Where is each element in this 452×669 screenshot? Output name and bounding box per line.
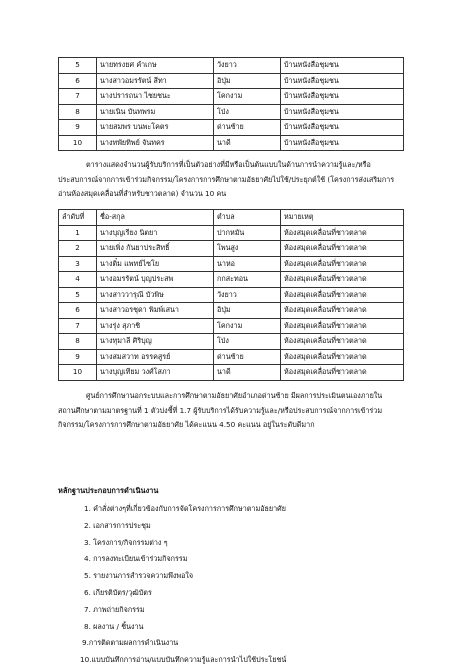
- cell-no: 6: [59, 303, 97, 319]
- cell-district: โป่ง: [214, 334, 281, 350]
- cell-no: 2: [59, 241, 97, 257]
- cell-note: ห้องสมุดเคลื่อนที่ชาวตลาด: [281, 272, 404, 288]
- cell-note: ห้องสมุดเคลื่อนที่ชาวตลาด: [281, 303, 404, 319]
- cell-district: วังยาว: [214, 287, 281, 303]
- cell-note: ห้องสมุดเคลื่อนที่ชาวตลาด: [281, 256, 404, 272]
- cell-note: บ้านหนังสือชุมชน: [281, 89, 404, 105]
- cell-name: นายเนิน บันทพรม: [97, 104, 214, 120]
- table-row: [59, 287, 404, 303]
- evidence-item: 10.แบบบันทึกการอ่าน/แบบบันทึกความรู้และการนำไปใช้ประโยชน์: [80, 655, 287, 665]
- header-name: ชื่อ-สกุล: [97, 210, 214, 226]
- paragraph-line: สถานศึกษาตามมาตรฐานที่ 1 ตัวบ่งชี้ที่ 1.7 ผู้รับบริการได้รับความรู้และ/หรือประสบการณ์จากการเข้าร่วม: [58, 405, 383, 415]
- paragraph-line: อ่านห้องสมุดเคลื่อนที่สำหรับชาวตลาด) จำนวน 10 คน: [58, 189, 227, 198]
- table-row: [59, 104, 404, 120]
- evidence-item: 3. โครงการ/กิจกรรมต่าง ๆ: [84, 537, 168, 547]
- cell-district: โคกงาม: [214, 318, 281, 334]
- cell-no: 7: [59, 318, 97, 334]
- cell-name: นายเพิ่ง กันยาประสิทธิ์: [97, 241, 214, 257]
- cell-no: 10: [59, 365, 97, 381]
- table-row: [59, 58, 404, 74]
- cell-no: 7: [59, 89, 97, 105]
- cell-note: ห้องสมุดเคลื่อนที่ชาวตลาด: [281, 287, 404, 303]
- cell-note: บ้านหนังสือชุมชน: [281, 120, 404, 136]
- table-row: [59, 334, 404, 350]
- cell-district: โพนสูง: [214, 241, 281, 257]
- cell-name: นายทรงยศ คำเกษ: [97, 58, 214, 74]
- cell-no: 5: [59, 58, 97, 74]
- table-row: [59, 241, 404, 257]
- cell-no: 6: [59, 73, 97, 89]
- cell-name: นางสมสวาท อรรคสูรย์: [97, 349, 214, 365]
- cell-district: ด่านซ้าย: [214, 349, 281, 365]
- cell-name: นางสาววารุณี บัวพิษ: [97, 287, 214, 303]
- cell-name: นางติ๋ม แพทย์ไซโย: [97, 256, 214, 272]
- cell-district: นาหอ: [214, 256, 281, 272]
- table-row: [59, 225, 404, 241]
- cell-note: ห้องสมุดเคลื่อนที่ชาวตลาด: [281, 225, 404, 241]
- table-row: [59, 135, 404, 151]
- cell-district: ด่านซ้าย: [214, 120, 281, 136]
- cell-note: บ้านหนังสือชุมชน: [281, 58, 404, 74]
- cell-district: ปากหมัน: [214, 225, 281, 241]
- table-row: [59, 256, 404, 272]
- evidence-item: 1. คำสั่งต่างๆที่เกี่ยวข้องกับการจัดโครงการการศึกษาตามอัธยาศัย: [84, 504, 286, 513]
- table-row: [59, 303, 404, 319]
- table-row: [59, 272, 404, 288]
- evidence-list: [80, 501, 287, 669]
- evidence-heading: หลักฐานประกอบการดำเนินงาน: [58, 486, 159, 495]
- cell-name: นางสาวอรชุดา พิมพ์เสนา: [97, 303, 214, 319]
- cell-district: อิปุ่ม: [214, 73, 281, 89]
- table-row: [59, 349, 404, 365]
- cell-note: บ้านหนังสือชุมชน: [281, 135, 404, 151]
- cell-name: นางรุ่ง สุภาชิ: [97, 318, 214, 334]
- evidence-item: 6. เกียรติบัตร/วุฒิบัตร: [84, 587, 152, 597]
- cell-name: นางบุญเทียม วงศ์โสภา: [97, 365, 214, 381]
- table-row: [59, 89, 404, 105]
- cell-name: นางบุญเรียง นิตยา: [97, 225, 214, 241]
- cell-name: นางอมรรัตน์ บุญประสพ: [97, 272, 214, 288]
- cell-note: ห้องสมุดเคลื่อนที่ชาวตลาด: [281, 349, 404, 365]
- cell-district: นาดี: [214, 365, 281, 381]
- cell-name: นางทุมาลี ศิริบุญ: [97, 334, 214, 350]
- table-header-row: [59, 210, 404, 226]
- cell-name: นางปรารถนา ไชยชนะ: [97, 89, 214, 105]
- cell-note: บ้านหนังสือชุมชน: [281, 73, 404, 89]
- cell-no: 9: [59, 349, 97, 365]
- header-note: หมายเหตุ: [281, 210, 404, 226]
- cell-no: 9: [59, 120, 97, 136]
- cell-note: ห้องสมุดเคลื่อนที่ชาวตลาด: [281, 365, 404, 381]
- cell-name: นางทพัยทิพย์ จันทคร: [97, 135, 214, 151]
- paragraph-line: ประสบการณ์จากการเข้าร่วมกิจกรรม/โครงการการศึกษาตามอัธยาศัยไปใช้/ประยุกต์ใช้ (โครงการส่งเสริมการ: [58, 174, 395, 184]
- table-row: [59, 365, 404, 381]
- paragraph-line: ตารางแสดงจำนวนผู้รับบริการที่เป็นตัวอย่างที่มีหรือเป็นต้นแบบในด้านการนำความรู้และ/หรือ: [86, 160, 371, 169]
- evidence-item: 4. การลงทะเบียนเข้าร่วมกิจกรรม: [84, 554, 188, 564]
- cell-district: อิปุ่ม: [214, 303, 281, 319]
- table-participants: [58, 209, 404, 381]
- cell-district: นาดี: [214, 135, 281, 151]
- paragraph-line: ศูนย์การศึกษานอกระบบและการศึกษาตามอัธยาศัยอำเภอด่านซ้าย มีผลการประเมินตนเองภายใน: [86, 391, 383, 400]
- cell-no: 8: [59, 104, 97, 120]
- paragraph-assessment: [58, 389, 408, 433]
- cell-district: โคกงาม: [214, 89, 281, 105]
- header-district: ตำบล: [214, 210, 281, 226]
- cell-district: กกสะทอน: [214, 272, 281, 288]
- table-row: [59, 73, 404, 89]
- evidence-item: 2. เอกสารการประชุม: [84, 520, 151, 530]
- cell-note: ห้องสมุดเคลื่อนที่ชาวตลาด: [281, 241, 404, 257]
- cell-no: 10: [59, 135, 97, 151]
- evidence-item: 5. รายงานการสำรวจความพึงพอใจ: [84, 571, 194, 581]
- cell-note: บ้านหนังสือชุมชน: [281, 104, 404, 120]
- cell-name: นางสาวอมรรัตน์ สีทา: [97, 73, 214, 89]
- cell-district: โป่ง: [214, 104, 281, 120]
- cell-no: 8: [59, 334, 97, 350]
- cell-no: 4: [59, 272, 97, 288]
- paragraph-table-description: [58, 158, 408, 202]
- cell-no: 5: [59, 287, 97, 303]
- table-libraries: [58, 57, 404, 151]
- table-row: [59, 120, 404, 136]
- cell-name: นายสมพร บนพะโคตร: [97, 120, 214, 136]
- evidence-item: 7. ภาพถ่ายกิจกรรม: [84, 604, 145, 614]
- evidence-item: 8. ผลงาน / ชิ้นงาน: [84, 621, 144, 631]
- cell-no: 1: [59, 225, 97, 241]
- paragraph-line: กิจกรรม/โครงการการศึกษาตามอัธยาศัย ได้คะแนน 4.50 คะแนน อยู่ในระดับดีมาก: [58, 420, 315, 429]
- cell-no: 3: [59, 256, 97, 272]
- cell-note: ห้องสมุดเคลื่อนที่ชาวตลาด: [281, 334, 404, 350]
- table-row: [59, 318, 404, 334]
- cell-note: ห้องสมุดเคลื่อนที่ชาวตลาด: [281, 318, 404, 334]
- evidence-item: 9.การติดตามผลการดำเนินงาน: [82, 638, 179, 648]
- header-no: ลำดับที่: [59, 210, 97, 226]
- cell-district: วังยาว: [214, 58, 281, 74]
